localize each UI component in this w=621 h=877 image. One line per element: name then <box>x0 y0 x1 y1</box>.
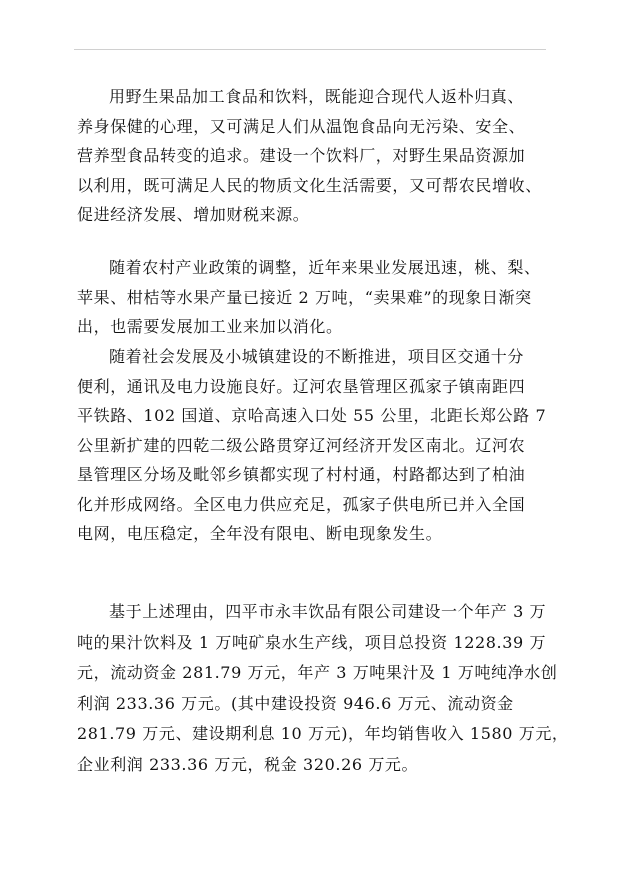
paragraph-wild-fruit-processing <box>77 82 547 230</box>
paragraph-line: 垦管理区分场及毗邻乡镇都实现了村村通，村路都达到了柏油 <box>77 465 526 484</box>
paragraph-infrastructure <box>77 342 547 549</box>
paragraph-project-investment <box>77 597 569 780</box>
paragraph-line: 便利，通讯及电力设施良好。辽河农垦管理区孤家子镇南距四 <box>77 376 526 396</box>
paragraph-line: 企业利润 233.36 万元，税金 320.26 万元。 <box>77 754 419 774</box>
paragraph-line: 基于上述理由，四平市永丰饮品有限公司建设一个年产 3 万 <box>109 602 547 621</box>
paragraph-line: 平铁路、102 国道、京哈高速入口处 55 公里，北距长郑公路 7 <box>77 406 547 425</box>
paragraph-line: 促进经济发展、增加财税来源。 <box>77 205 310 224</box>
header-divider <box>74 49 546 50</box>
paragraph-line: 化并形成网络。全区电力供应充足，孤家子供电所已并入全国 <box>77 494 526 514</box>
paragraph-line: 公里新扩建的四乾二级公路贯穿辽河经济开发区南北。辽河农 <box>77 435 526 455</box>
paragraph-line: 利润 233.36 万元。(其中建设投资 946.6 万元、流动资金 <box>77 693 514 713</box>
paragraph-line: 用野生果品加工食品和饮料，既能迎合现代人返朴归真、 <box>109 87 525 106</box>
paragraph-line: 苹果、柑桔等水果产量已接近 2 万吨，“卖果难”的现象日渐突 <box>77 287 532 307</box>
paragraph-fruit-industry <box>77 253 547 342</box>
paragraph-line: 以利用，既可满足人民的物质文化生活需要，又可帮农民增收、 <box>77 175 542 195</box>
paragraph-line: 随着农村产业政策的调整，近年来果业发展迅速，桃、梨、 <box>109 258 541 277</box>
paragraph-line: 吨的果汁饮料及 1 万吨矿泉水生产线，项目总投资 1228.39 万 <box>77 632 547 652</box>
paragraph-line: 281.79 万元、建设期利息 10 万元)，年均销售收入 1580 万元， <box>77 724 569 743</box>
paragraph-line: 出，也需要发展加工业来加以消化。 <box>77 317 343 336</box>
paragraph-line: 元，流动资金 281.79 万元，年产 3 万吨果汁及 1 万吨纯净水创 <box>77 663 558 682</box>
paragraph-line: 随着社会发展及小城镇建设的不断推进，项目区交通十分 <box>109 347 525 366</box>
paragraph-line: 养身保健的心理，又可满足人们从温饱食品向无污染、安全、 <box>77 116 526 136</box>
paragraph-line: 电网，电压稳定，全年没有限电、断电现象发生。 <box>77 524 443 543</box>
paragraph-line: 营养型食品转变的追求。建设一个饮料厂，对野生果品资源加 <box>77 146 526 165</box>
